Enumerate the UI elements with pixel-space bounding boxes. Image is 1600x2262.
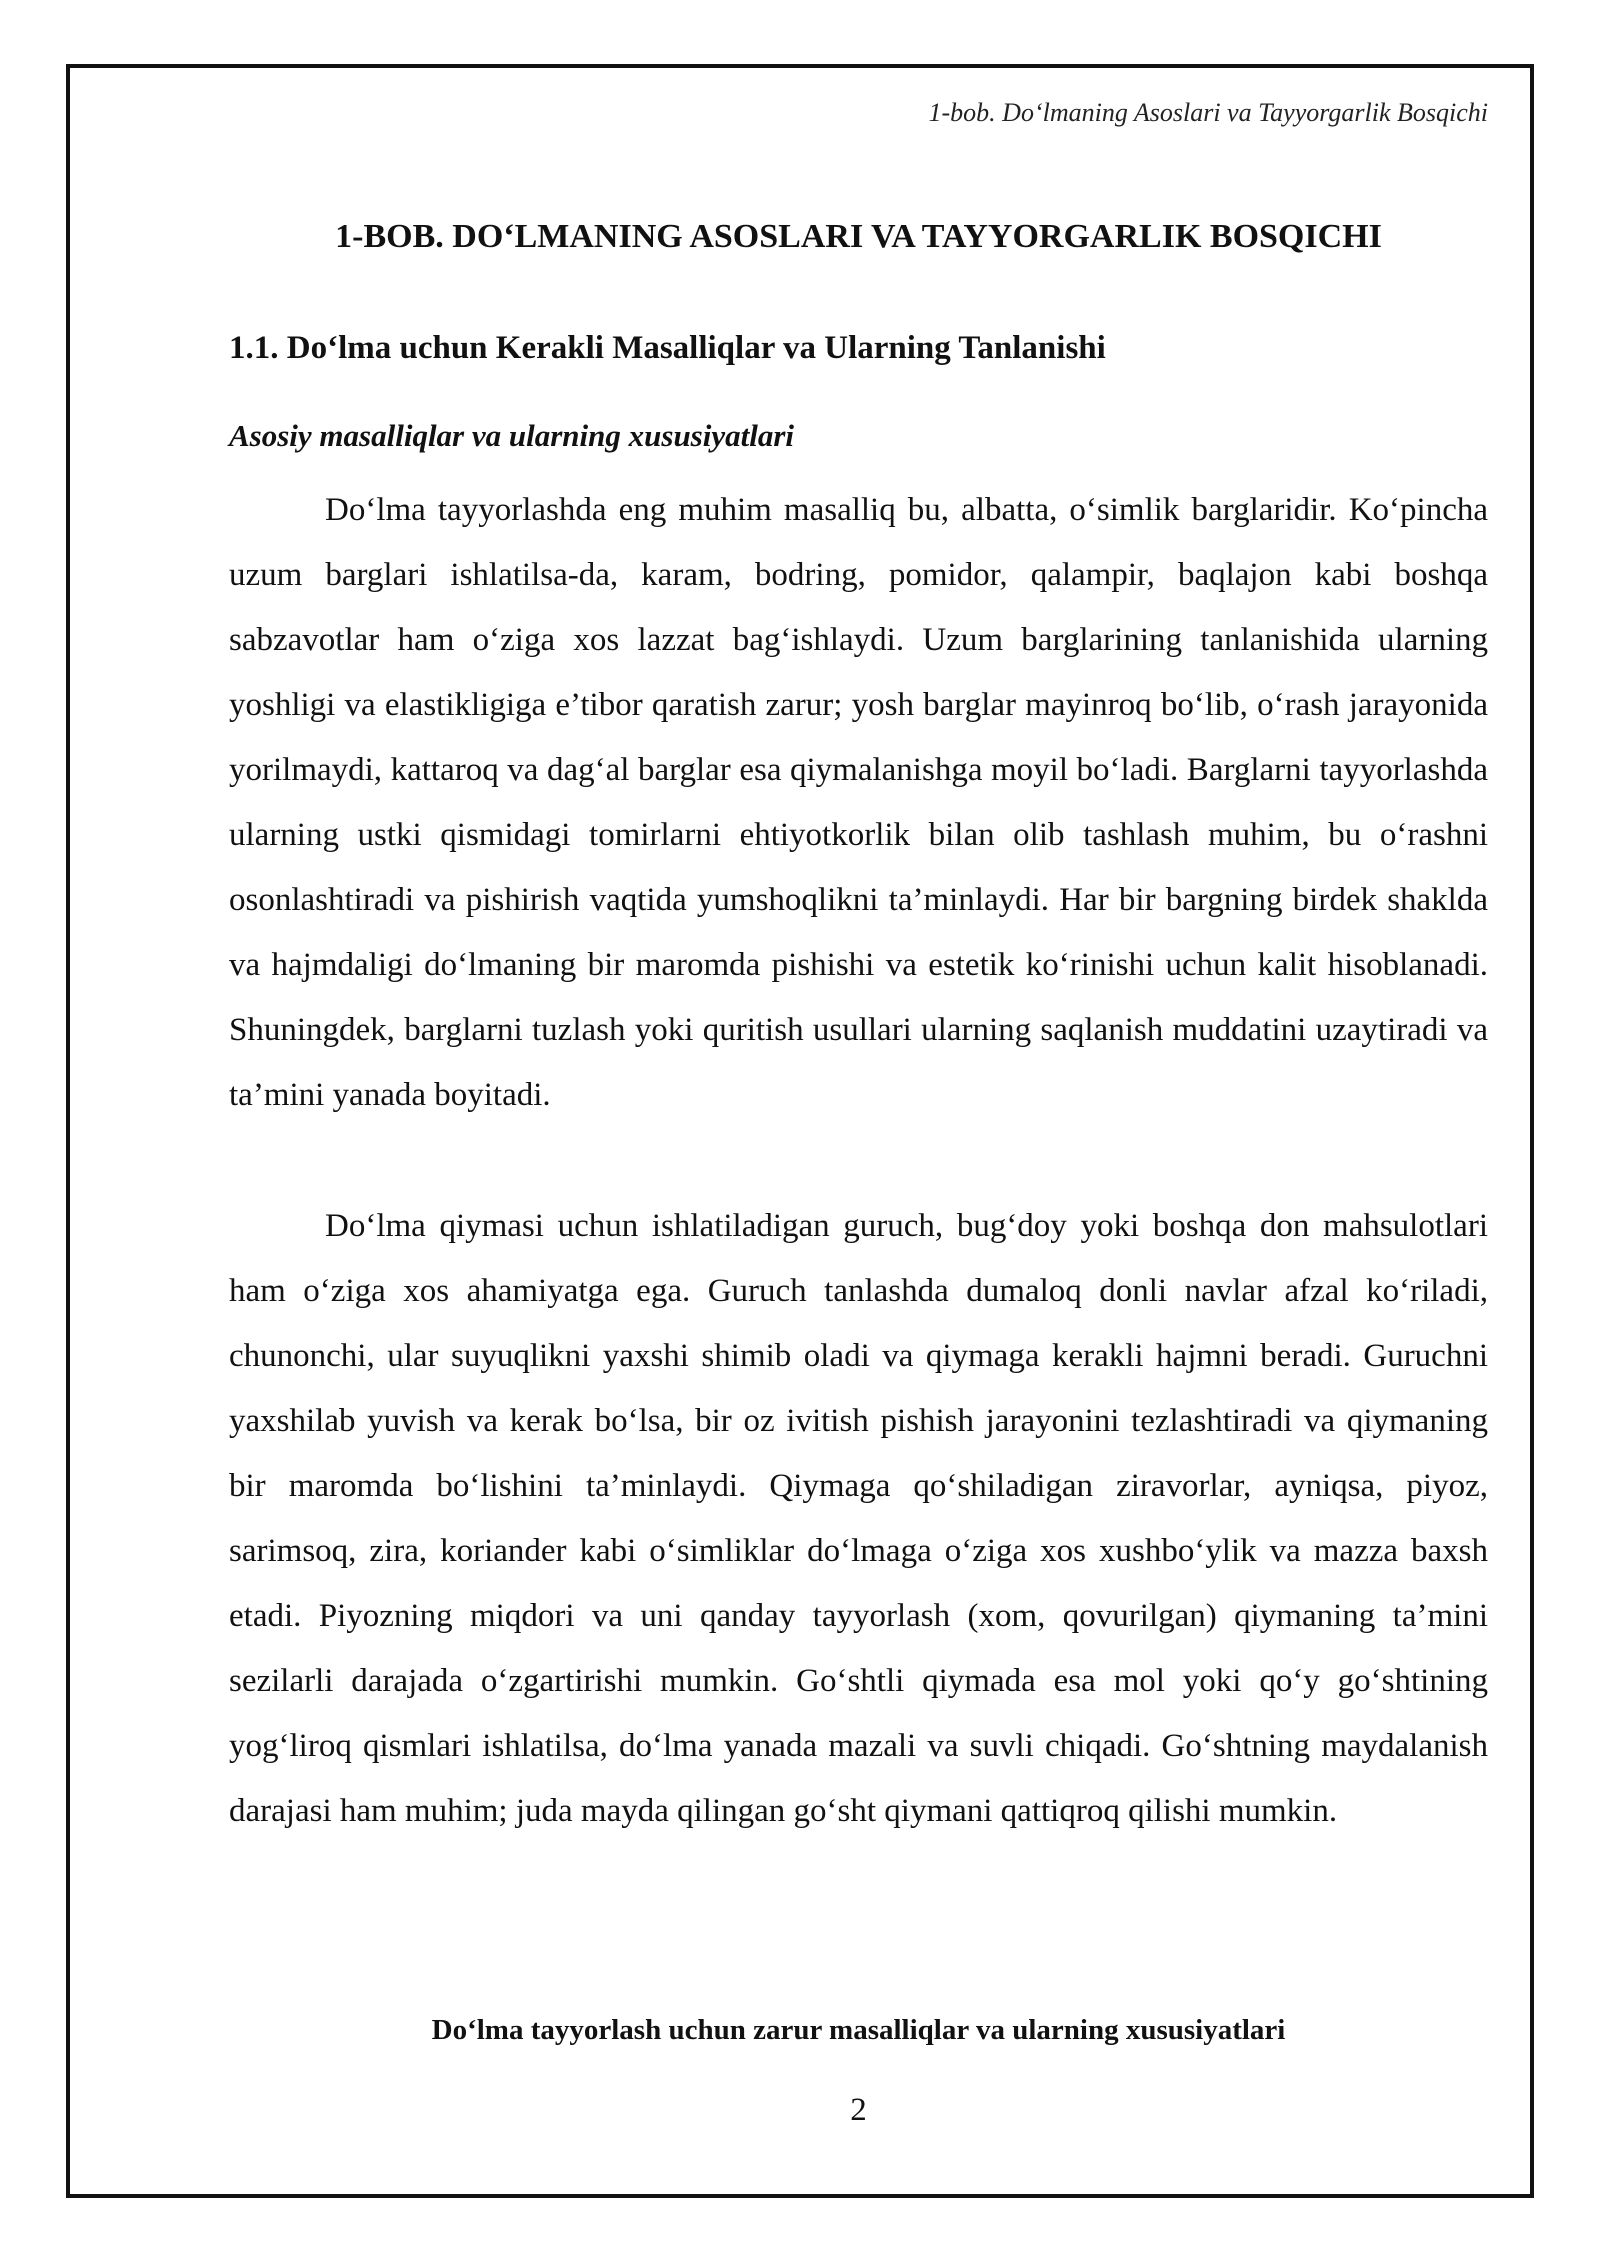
running-header: 1-bob. Do‘lmaning Asoslari va Tayyorgarlik Bosqichi: [928, 98, 1488, 127]
page-border: [66, 64, 1534, 2198]
table-caption: Do‘lma tayyorlash uchun zarur masalliqlar va ularning xususiyatlari: [431, 2014, 1286, 2046]
body-paragraph-2: Do‘lma qiymasi uchun ishlatiladigan guruch, bug‘doy yoki boshqa don mahsulotlari ham o‘ziga xos ahamiyatga ega. Guruch tanlashda dumaloq donli navlar afzal ko‘riladi, chunonchi, ular suyuqlikni yaxshi shimib oladi va qiymaga kerakli hajmni beradi. Guruchni yaxshilab yuvish va kerak bo‘lsa, bir oz ivitish pishish jarayonini tezlashtiradi va qiymaning bir maromda bo‘lishini ta’minlaydi. Qiymaga qo‘shiladigan ziravorlar, ayniqsa, piyoz, sarimsoq, zira, koriander kabi o‘simliklar do‘lmaga o‘ziga xos xushbo‘ylik va mazza baxsh etadi. Piyozning miqdori va uni qanday tayyorlash (xom, qovurilgan) qiymaning ta’mini sezilarli darajada o‘zgartirishi mumkin. Go‘shtli qiymada esa mol yoki qo‘y go‘shtining yog‘liroq qismlari ishlatilsa, do‘lma yanada mazali va suvli chiqadi. Go‘shtning maydalanish darajasi ham muhim; juda mayda qilingan go‘sht qiymani qattiqroq qilishi mumkin.: [229, 1208, 1488, 1829]
subsection-title: Asosiy masalliqlar va ularning xususiyatlari: [229, 418, 795, 453]
body-paragraph-1: Do‘lma tayyorlashda eng muhim masalliq bu, albatta, o‘simlik barglaridir. Ko‘pincha uzum barglari ishlatilsa-da, karam, bodring, pomidor, qalampir, baqlajon kabi boshqa sabzavotlar ham o‘ziga xos lazzat bag‘ishlaydi. Uzum barglarining tanlanishida ularning yoshligi va elastikligiga e’tibor qaratish zarur; yosh barglar mayinroq bo‘lib, o‘rash jarayonida yorilmaydi, kattaroq va dag‘al barglar esa qiymalanishga moyil bo‘ladi. Barglarni tayyorlashda ularning ustki qismidagi tomirlarni ehtiyotkorlik bilan olib tashlash muhim, bu o‘rashni osonlashtiradi va pishirish vaqtida yumshoqlikni ta’minlaydi. Har bir bargning birdek shaklda va hajmdaligi do‘lmaning bir maromda pishishi va estetik ko‘rinishi uchun kalit hisoblanadi. Shuningdek, barglarni tuzlash yoki quritish usullari ularning saqlanish muddatini uzaytiradi va ta’mini yanada boyitadi.: [229, 492, 1488, 1113]
page-number: 2: [850, 2092, 867, 2128]
chapter-title: 1-BOB. DO‘LMANING ASOSLARI VA TAYYORGARLIK BOSQICHI: [335, 218, 1382, 255]
section-title: 1.1. Do‘lma uchun Kerakli Masalliqlar va Ularning Tanlanishi: [229, 330, 1106, 366]
